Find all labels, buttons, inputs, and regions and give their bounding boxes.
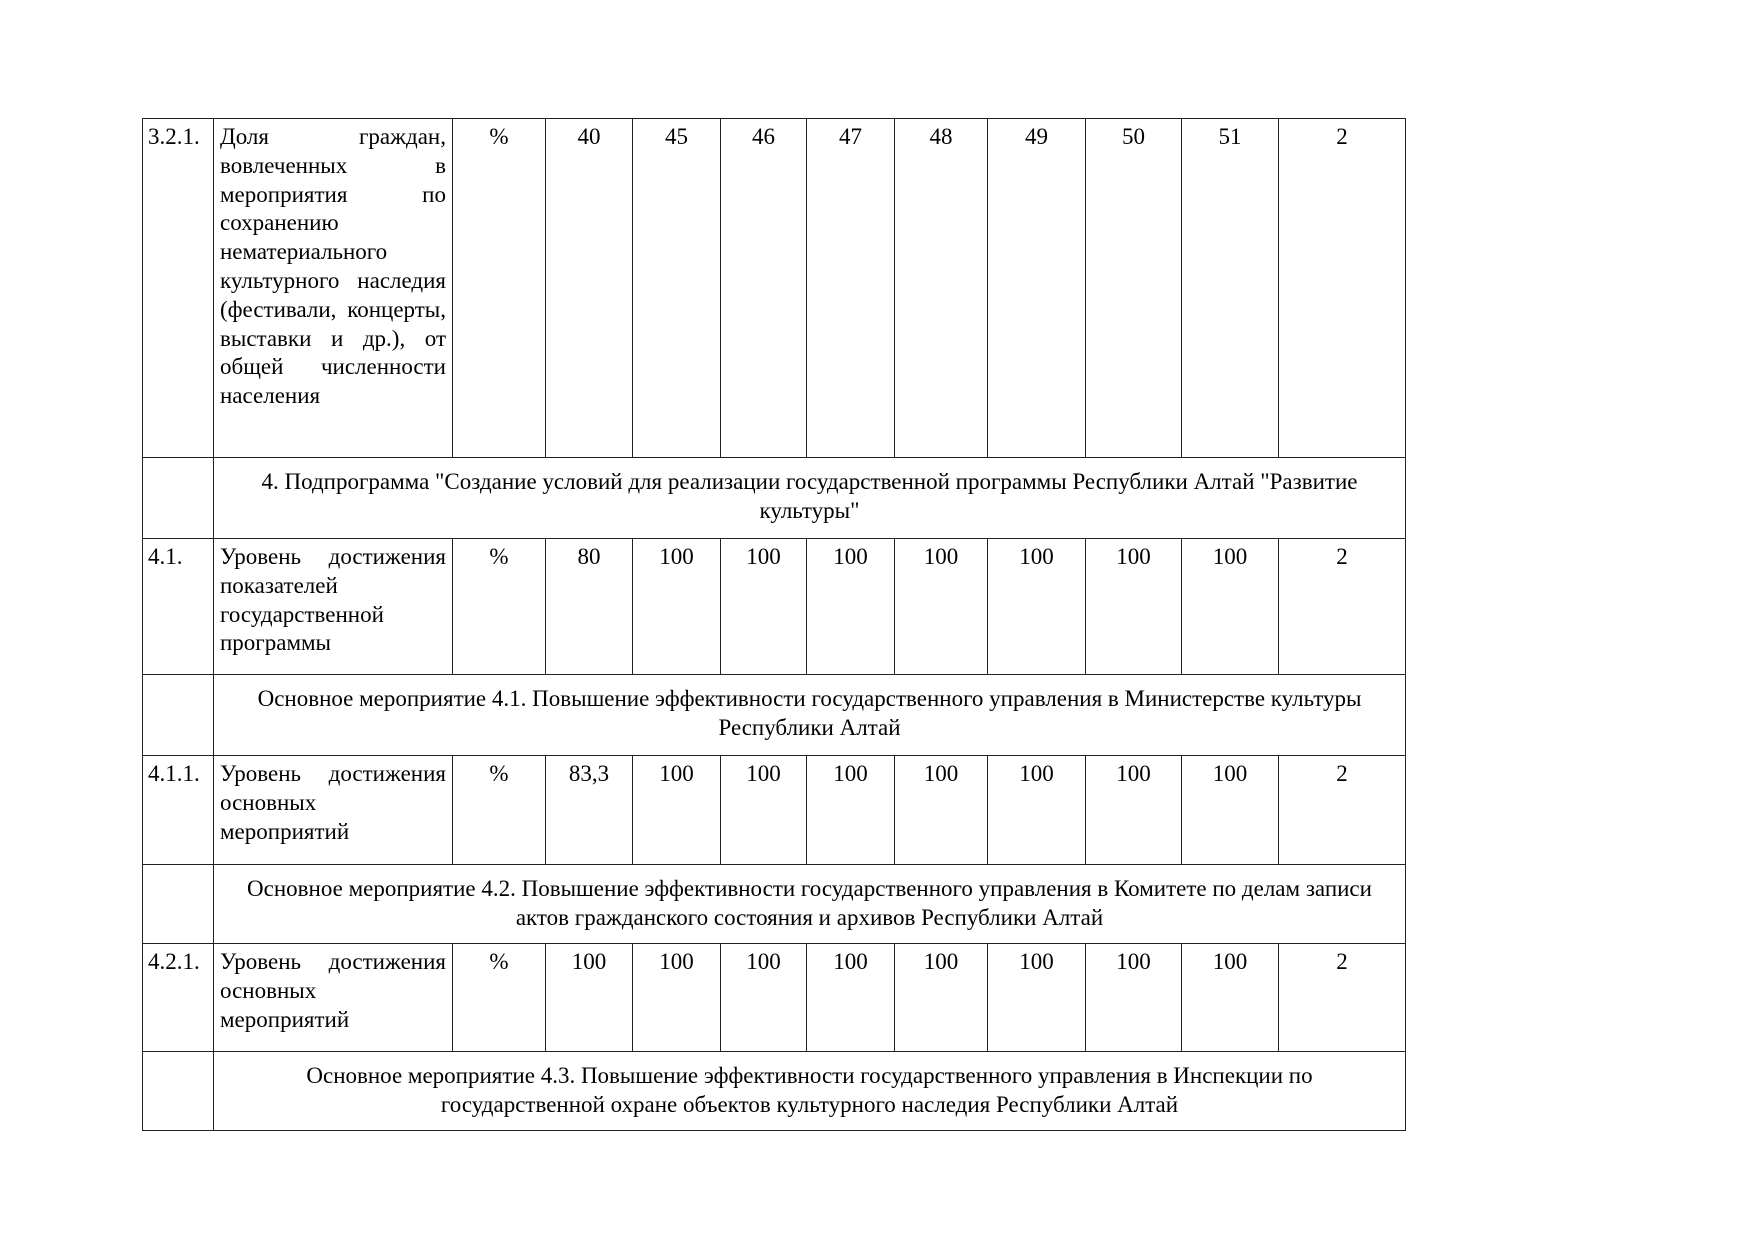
- section-header-row: [143, 675, 1406, 756]
- value-cell: 100: [895, 944, 988, 1052]
- empty-cell: [143, 675, 214, 756]
- value-cell: 100: [807, 756, 895, 865]
- value-cell: 100: [988, 539, 1086, 675]
- row-code: 4.1.: [143, 539, 214, 675]
- table-row: [143, 539, 1406, 675]
- row-code: 3.2.1.: [143, 119, 214, 458]
- table-row: [143, 119, 1406, 458]
- value-cell: 100: [988, 756, 1086, 865]
- value-cell: 48: [895, 119, 988, 458]
- indicator-name: Уровень достижения основных мероприятий: [214, 756, 453, 865]
- unit-cell: %: [453, 539, 546, 675]
- empty-cell: [143, 865, 214, 944]
- section-title: Основное мероприятие 4.3. Повышение эффективности государственного управления в Инспекции по государственной охране объектов культурного наследия Республики Алтай: [214, 1052, 1406, 1131]
- last-cell: 2: [1279, 944, 1406, 1052]
- value-cell: 49: [988, 119, 1086, 458]
- section-header-row: [143, 865, 1406, 944]
- section-header-row: [143, 1052, 1406, 1131]
- value-cell: 100: [1086, 756, 1182, 865]
- value-cell: 100: [1086, 539, 1182, 675]
- value-cell: 47: [807, 119, 895, 458]
- value-cell: 100: [633, 539, 721, 675]
- row-code: 4.1.1.: [143, 756, 214, 865]
- empty-cell: [143, 458, 214, 539]
- value-cell: 100: [633, 944, 721, 1052]
- row-code: 4.2.1.: [143, 944, 214, 1052]
- section-title: Основное мероприятие 4.2. Повышение эффективности государственного управления в Комитете по делам записи актов гражданского состояния и архивов Республики Алтай: [214, 865, 1406, 944]
- value-cell: 100: [895, 539, 988, 675]
- value-cell: 100: [895, 756, 988, 865]
- table-row: [143, 944, 1406, 1052]
- table-row: [143, 756, 1406, 865]
- last-cell: 2: [1279, 539, 1406, 675]
- value-cell: 83,3: [546, 756, 633, 865]
- value-cell: 51: [1182, 119, 1279, 458]
- value-cell: 100: [721, 944, 807, 1052]
- empty-cell: [143, 1052, 214, 1131]
- value-cell: 46: [721, 119, 807, 458]
- last-cell: 2: [1279, 119, 1406, 458]
- section-header-row: [143, 458, 1406, 539]
- value-cell: 100: [807, 539, 895, 675]
- unit-cell: %: [453, 756, 546, 865]
- value-cell: 50: [1086, 119, 1182, 458]
- unit-cell: %: [453, 119, 546, 458]
- indicator-name: Уровень достижения основных мероприятий: [214, 944, 453, 1052]
- value-cell: 100: [721, 756, 807, 865]
- value-cell: 100: [1182, 756, 1279, 865]
- value-cell: 100: [546, 944, 633, 1052]
- indicators-table: [142, 118, 1406, 1131]
- last-cell: 2: [1279, 756, 1406, 865]
- value-cell: 100: [633, 756, 721, 865]
- unit-cell: %: [453, 944, 546, 1052]
- value-cell: 100: [1086, 944, 1182, 1052]
- indicator-name: Уровень достижения показателей государственной программы: [214, 539, 453, 675]
- value-cell: 80: [546, 539, 633, 675]
- value-cell: 45: [633, 119, 721, 458]
- value-cell: 100: [721, 539, 807, 675]
- indicator-name: Доля граждан, вовлеченных в мероприятия по сохранению нематериального культурного наследия (фестивали, концерты, выставки и др.), от общей численности населения: [214, 119, 453, 458]
- value-cell: 100: [1182, 944, 1279, 1052]
- value-cell: 100: [988, 944, 1086, 1052]
- value-cell: 100: [1182, 539, 1279, 675]
- value-cell: 100: [807, 944, 895, 1052]
- value-cell: 40: [546, 119, 633, 458]
- section-title: 4. Подпрограмма "Создание условий для реализации государственной программы Республики Алтай "Развитие культуры": [214, 458, 1406, 539]
- section-title: Основное мероприятие 4.1. Повышение эффективности государственного управления в Министерстве культуры Республики Алтай: [214, 675, 1406, 756]
